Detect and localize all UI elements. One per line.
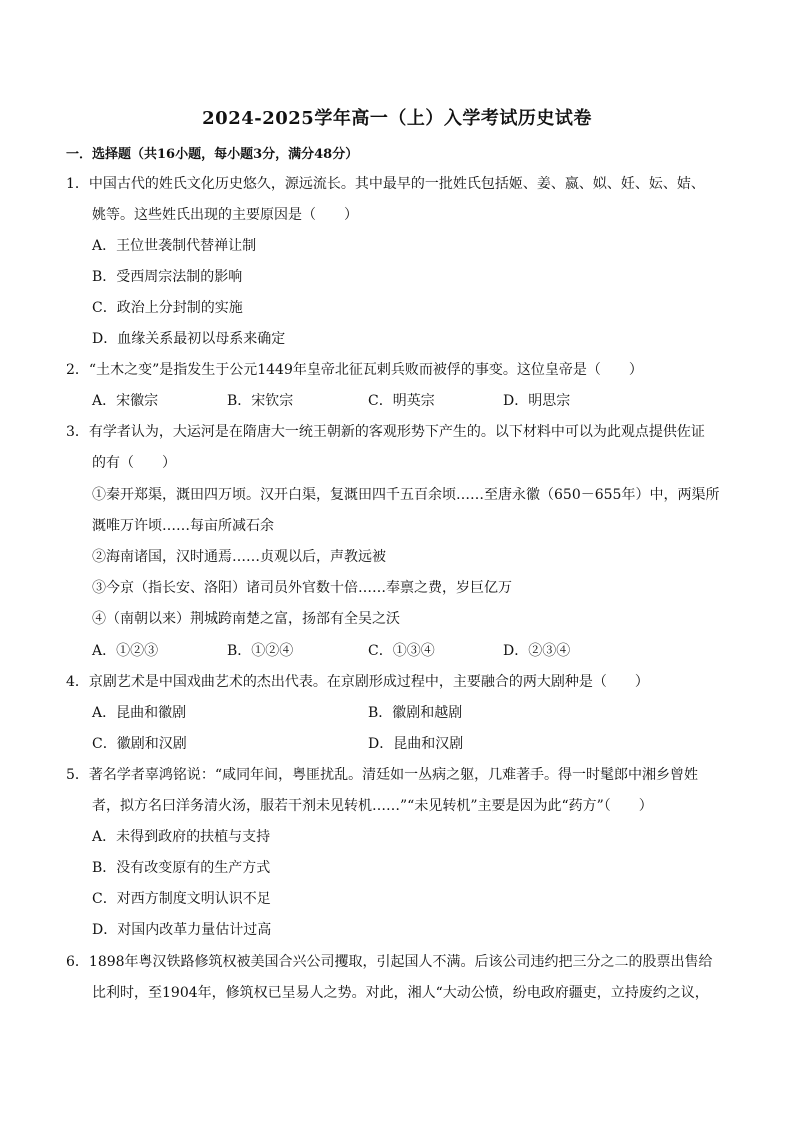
question-3-line-1: 3．有学者认为，大运河是在隋唐大一统王朝新的客观形势下产生的。以下材料中可以为此观点提供佐证: [66, 424, 705, 440]
question-4-option-d: D．昆曲和汉剧: [368, 736, 464, 752]
question-3-option-a: A．①②③: [92, 643, 159, 659]
question-4-line-1: 4．京剧艺术是中国戏曲艺术的杰出代表。在京剧形成过程中，主要融合的两大剧种是（ ）: [66, 674, 649, 690]
question-5-option-b: B．没有改变原有的生产方式: [92, 860, 271, 876]
question-5-line-1: 5．著名学者辜鸿铭说：“咸同年间，粤匪扰乱。清廷如一丛病之躯，几难著手。得一时髦郎中湘乡曾姓: [66, 767, 699, 783]
question-3-material-1a: ①秦开郑渠，溉田四万顷。汉开白渠，复溉田四千五百余顷……至唐永徽（650－655年）中，两渠所: [92, 487, 720, 503]
question-1-line-2: 姚等。这些姓氏出现的主要原因是（ ）: [92, 207, 358, 223]
question-6-line-2: 比利时，至1904年，修筑权已呈易人之势。对此，湘人“大动公愤，纷电政府疆吏，立持废约之议，: [92, 985, 709, 1001]
question-6-line-1: 6．1898年粤汉铁路修筑权被美国合兴公司攫取，引起国人不满。后该公司违约把三分之二的股票出售给: [66, 954, 713, 970]
question-1-line-1: 1．中国古代的姓氏文化历史悠久，源远流长。其中最早的一批姓氏包括姬、姜、嬴、姒、妊、妘、姞、: [66, 176, 705, 192]
question-2-option-c: C．明英宗: [368, 393, 435, 409]
question-1-option-b: B．受西周宗法制的影响: [92, 269, 243, 285]
question-2-option-b: B．宋钦宗: [227, 393, 294, 409]
question-4-option-a: A．昆曲和徽剧: [92, 705, 187, 721]
question-2-option-a: A．宋徽宗: [92, 393, 159, 409]
question-5-line-2: 者，拟方名曰洋务清火汤，服若干剂未见转机……”“未见转机”主要是因为此“药方”（ ）: [92, 798, 653, 814]
question-5-option-d: D．对国内改革力量估计过高: [92, 922, 272, 938]
section-heading: 一．选择题（共16小题，每小题3分，满分48分）: [66, 147, 359, 162]
question-4-option-c: C．徽剧和汉剧: [92, 736, 187, 752]
question-2-line-1: 2．“土木之变”是指发生于公元1449年皇帝北征瓦剌兵败而被俘的事变。这位皇帝是（ ）: [66, 362, 643, 378]
question-1-option-a: A．王位世袭制代替禅让制: [92, 238, 257, 254]
question-3-material-1b: 溉唯万许顷……每亩所减石余: [92, 518, 274, 534]
question-3-material-3: ③今京（指长安、洛阳）诸司员外官数十倍……奉禀之费，岁巨亿万: [92, 580, 512, 596]
question-3-option-b: B．①②④: [227, 643, 294, 659]
question-2-option-d: D．明思宗: [503, 393, 571, 409]
question-3-option-d: D．②③④: [503, 643, 571, 659]
question-4-option-b: B．徽剧和越剧: [368, 705, 463, 721]
question-1-option-c: C．政治上分封制的实施: [92, 300, 243, 316]
question-1-option-d: D．血缘关系最初以母系来确定: [92, 331, 286, 347]
question-3-material-4: ④（南朝以来）荆城跨南楚之富，扬部有全吴之沃: [92, 611, 400, 627]
question-5-option-a: A．未得到政府的扶植与支持: [92, 829, 271, 845]
page-title: 2024-2025学年高一（上）入学考试历史试卷: [202, 108, 592, 129]
question-3-material-2: ②海南诸国，汉时通焉……贞观以后，声教远被: [92, 549, 386, 565]
question-3-line-2: 的有（ ）: [92, 455, 176, 471]
question-3-option-c: C．①③④: [368, 643, 435, 659]
question-5-option-c: C．对西方制度文明认识不足: [92, 891, 271, 907]
